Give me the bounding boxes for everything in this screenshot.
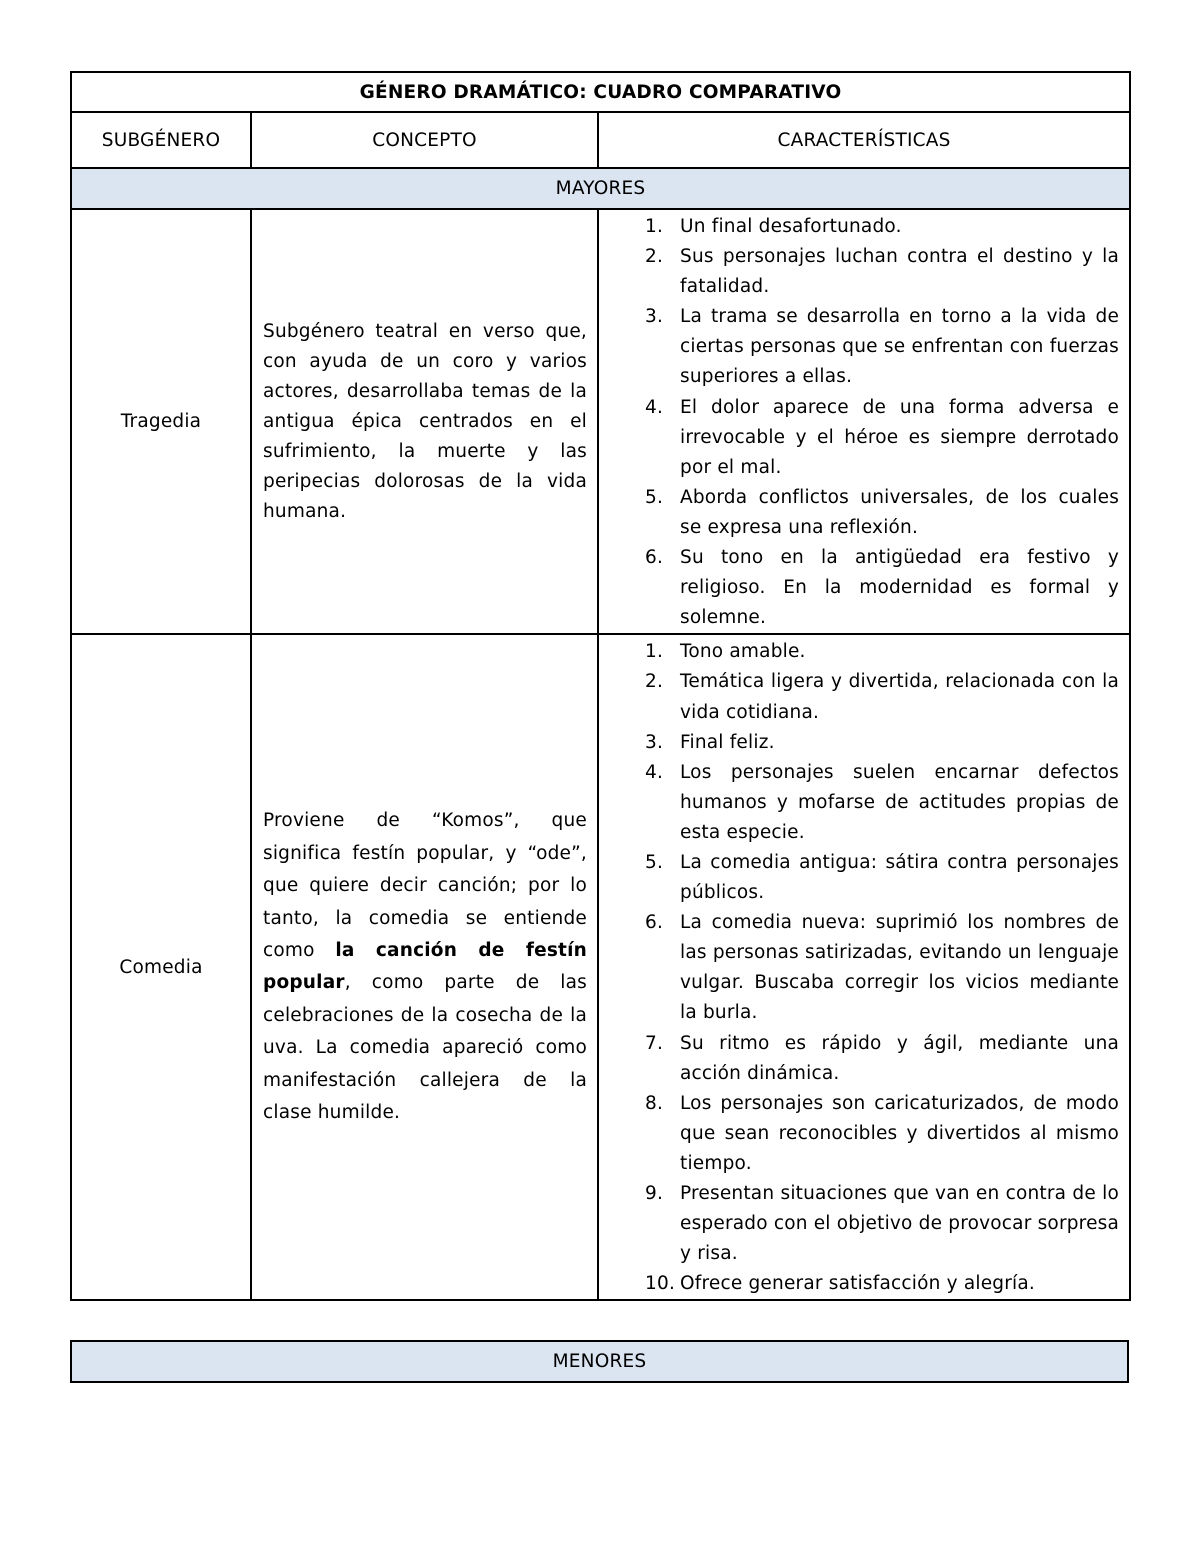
concept-comedia-part2: , como parte de las celebraciones de la cosecha de la uva. La comedia apareció como manifestación callejera de la clase humilde. (263, 972, 587, 1123)
list-item-number: 6. (645, 547, 664, 569)
list-item-number: 3. (645, 731, 664, 753)
list-item-text: Aborda conflictos universales, de los cuales se expresa una reflexión. (680, 486, 1120, 538)
list-item-number: 1. (645, 216, 664, 237)
comedia-characteristic-item (599, 1089, 1119, 1179)
concept-comedia-bold: la canción de festín popular (263, 939, 587, 994)
header-concepto: CONCEPTO (251, 112, 598, 168)
list-item-number: 4. (645, 761, 664, 783)
comedia-characteristic-item (599, 848, 1119, 908)
characteristics-list-tragedia (599, 212, 1119, 633)
header-row (71, 112, 1130, 168)
list-item-text: El dolor aparece de una forma adversa e irrevocable y el héroe es siempre derrotado por el mal. (680, 396, 1120, 478)
mayores-row (71, 168, 1130, 209)
tragedia-characteristic-item (599, 212, 1119, 242)
list-item-number: 8. (645, 1092, 664, 1114)
list-item-text: Su tono en la antigüedad era festivo y religioso. En la modernidad es formal y solemne. (680, 547, 1120, 629)
list-item-text: Los personajes son caricaturizados, de modo que sean reconocibles y divertidos al mismo tiempo. (680, 1092, 1120, 1174)
comedia-characteristic-item (599, 1029, 1119, 1089)
list-item-text: Tono amable. (680, 641, 806, 663)
list-item-text: La comedia nueva: suprimió los nombres de las personas satirizadas, evitando un lenguaje vulgar. Buscaba corregir los vicios mediante la burla. (680, 912, 1120, 1024)
subgenre-comedia: Comedia (71, 634, 251, 1300)
list-item-number: 2. (645, 671, 664, 693)
list-item-number: 6. (645, 912, 664, 934)
tragedia-characteristic-item (599, 393, 1119, 483)
list-item-number: 5. (645, 851, 664, 873)
section-menores: MENORES (71, 1341, 1128, 1382)
list-item-number: 4. (645, 396, 664, 418)
list-item-number: 7. (645, 1032, 664, 1054)
comedia-characteristic-item (599, 1269, 1119, 1299)
comedia-characteristic-item (599, 758, 1119, 848)
list-item-number: 9. (645, 1183, 664, 1204)
list-item-number: 2. (645, 246, 664, 268)
subgenre-tragedia: Tragedia (71, 209, 251, 634)
comedia-characteristic-item (599, 728, 1119, 758)
list-item-text: Final feliz. (680, 731, 775, 753)
list-item-text: Presentan situaciones que van en contra de lo esperado con el objetivo de provocar sorpresa y risa. (680, 1183, 1120, 1265)
menores-row (71, 1341, 1128, 1382)
tragedia-characteristic-item (599, 302, 1119, 392)
list-item-text: Un final desafortunado. (680, 216, 902, 237)
comedia-characteristic-item (599, 908, 1119, 1028)
list-item-number: 5. (645, 486, 664, 508)
table-title: GÉNERO DRAMÁTICO: CUADRO COMPARATIVO (71, 72, 1130, 112)
section-mayores: MAYORES (71, 168, 1130, 209)
list-item-text: Ofrece generar satisfacción y alegría. (680, 1273, 1036, 1295)
characteristics-tragedia (598, 209, 1130, 634)
characteristics-comedia (598, 634, 1130, 1300)
concept-tragedia: Subgénero teatral en verso que, con ayuda de un coro y varios actores, desarrollaba temas de la antigua épica centrados en el sufrimiento, la muerte y las peripecias dolorosas de la vida humana. (251, 209, 598, 634)
list-item-number: 10. (645, 1273, 676, 1295)
characteristics-list-comedia (599, 637, 1119, 1299)
table-row-tragedia (71, 209, 1130, 634)
comedia-characteristic-item (599, 1179, 1119, 1269)
tragedia-characteristic-item (599, 242, 1119, 302)
list-item-text: Temática ligera y divertida, relacionada con la vida cotidiana. (680, 671, 1120, 723)
list-item-text: Sus personajes luchan contra el destino y la fatalidad. (680, 246, 1120, 298)
comparison-table (70, 71, 1131, 1301)
tragedia-characteristic-item (599, 543, 1119, 633)
list-item-text: Su ritmo es rápido y ágil, mediante una acción dinámica. (680, 1032, 1120, 1084)
list-item-text: La trama se desarrolla en torno a la vida de ciertas personas que se enfrentan con fuerzas superiores a ellas. (680, 306, 1120, 388)
header-caracteristicas: CARACTERÍSTICAS (598, 112, 1130, 168)
list-item-number: 3. (645, 306, 664, 328)
list-item-text: Los personajes suelen encarnar defectos humanos y mofarse de actitudes propias de esta especie. (680, 761, 1120, 843)
tragedia-characteristic-item (599, 483, 1119, 543)
concept-comedia (251, 634, 598, 1300)
comedia-characteristic-item (599, 667, 1119, 727)
menores-table (70, 1340, 1129, 1383)
table-row-comedia (71, 634, 1130, 1300)
comedia-characteristic-item (599, 637, 1119, 667)
title-row (71, 72, 1130, 112)
list-item-text: La comedia antigua: sátira contra personajes públicos. (680, 851, 1120, 904)
concept-comedia-part1: Proviene de “Komos”, que significa festín popular, y “ode”, que quiere decir canción; por lo tanto, la comedia se entiende como (263, 810, 587, 961)
list-item-number: 1. (645, 641, 664, 663)
header-subgenero: SUBGÉNERO (71, 112, 251, 168)
